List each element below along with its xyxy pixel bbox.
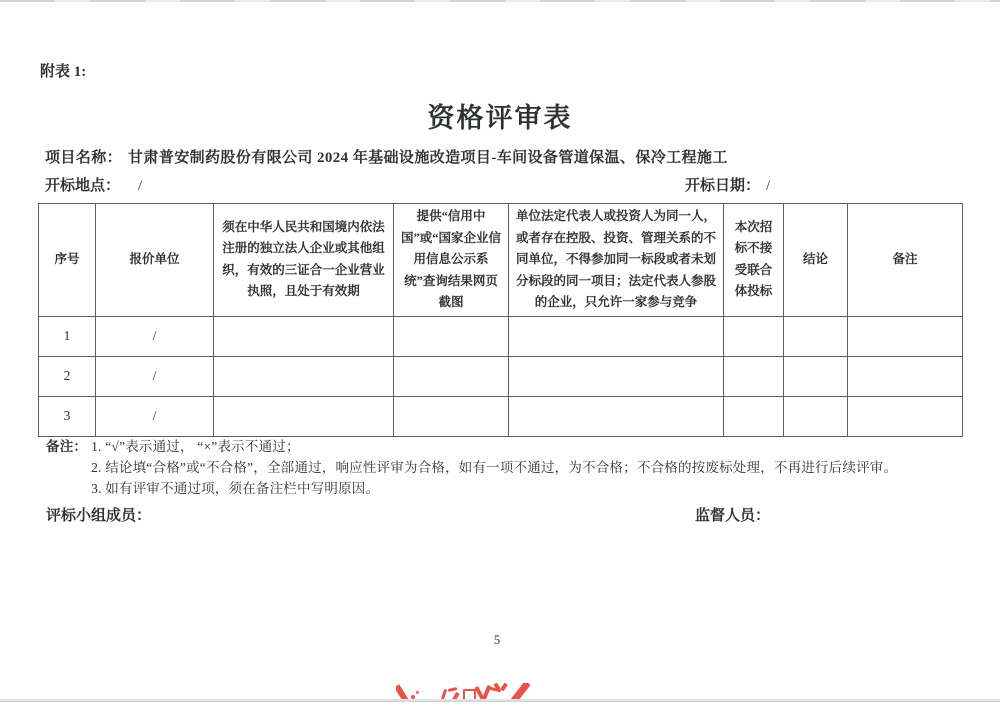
- table-cell: /: [96, 316, 214, 356]
- notes-block: [46, 436, 897, 499]
- table-cell: [509, 396, 724, 436]
- bid-location-label: 开标地点：: [45, 178, 121, 194]
- note-item: 3. 如有评审不通过项，须在备注栏中写明原因。: [91, 481, 380, 496]
- page-number: 5: [493, 633, 501, 647]
- qualification-review-table: [38, 203, 963, 437]
- table-header-cell-conclusion: 结论: [784, 204, 848, 317]
- signature-row: [46, 504, 1000, 526]
- table-header-cell-serial: 序号: [39, 204, 96, 317]
- table-cell: [784, 356, 848, 396]
- project-name-label: 项目名称：: [45, 150, 123, 166]
- table-cell: [724, 396, 784, 436]
- table-cell: 2: [39, 356, 96, 396]
- table-row: [39, 356, 963, 396]
- bid-date-group: [685, 174, 770, 195]
- notes-label: 备注：: [46, 439, 88, 454]
- bid-date-label: 开标日期：: [685, 178, 761, 194]
- table-cell: /: [96, 356, 214, 396]
- note-item: 1. “√”表示通过， “×”表示不通过；: [91, 439, 300, 454]
- table-header-cell-bidder: 报价单位: [96, 204, 214, 317]
- table-cell: [848, 356, 963, 396]
- table-cell: [394, 396, 509, 436]
- table-cell: [509, 316, 724, 356]
- project-name-value: 甘肃普安制药股份有限公司 2024 年基础设施改造项目-车间设备管道保温、保冷工程施工: [128, 150, 728, 166]
- note-item: 2. 结论填“合格”或“不合格”，全部通过，响应性评审为合格，如有一项不通过，为不合格；不合格的按废标处理，不再进行后续评审。: [91, 460, 898, 475]
- table-cell: 1: [39, 316, 96, 356]
- table-row: [39, 316, 963, 356]
- table-cell: [214, 396, 394, 436]
- table-header-cell-registration: 须在中华人民共和国境内依法注册的独立法人企业或其他组织，有效的三证合一企业营业执照，且处于有效期: [214, 204, 394, 317]
- evaluation-team-label: 评标小组成员：: [46, 508, 152, 524]
- table-header-cell-credit-screenshot: 提供“信用中国”或“国家企业信用信息公示系统”查询结果网页截图: [394, 204, 509, 317]
- scan-edge-bottom: [0, 699, 1000, 702]
- table-header-cell-legal-representative: 单位法定代表人或投资人为同一人，或者存在控股、投资、管理关系的不同单位，不得参加同一标段或者未划分标段的同一项目；法定代表人参股的企业，只允许一家参与竞争: [509, 204, 724, 317]
- table-header-row: [39, 204, 963, 317]
- bid-date-value: /: [766, 178, 771, 194]
- table-cell: [724, 316, 784, 356]
- project-name-line: [45, 146, 728, 167]
- table-cell: [394, 316, 509, 356]
- notes-items: [91, 436, 897, 499]
- bid-info-line: [45, 174, 962, 195]
- table-header-cell-remarks: 备注: [848, 204, 963, 317]
- table-cell: [394, 356, 509, 396]
- table-cell: [724, 356, 784, 396]
- appendix-label: 附表 1:: [40, 64, 87, 80]
- table-header-cell-no-consortium: 本次招标不接受联合体投标: [724, 204, 784, 317]
- supervisor-label: 监督人员：: [695, 508, 771, 524]
- table-cell: [214, 356, 394, 396]
- bid-location-value: /: [138, 178, 143, 194]
- scan-edge-top: [0, 0, 1000, 2]
- table-cell: [214, 316, 394, 356]
- table-cell: /: [96, 396, 214, 436]
- table-cell: [784, 316, 848, 356]
- table-cell: [509, 356, 724, 396]
- table-row: [39, 396, 963, 436]
- document-title: 资格评审表: [427, 103, 573, 133]
- table-cell: 3: [39, 396, 96, 436]
- table-cell: [848, 396, 963, 436]
- table-cell: [848, 316, 963, 356]
- table-cell: [784, 396, 848, 436]
